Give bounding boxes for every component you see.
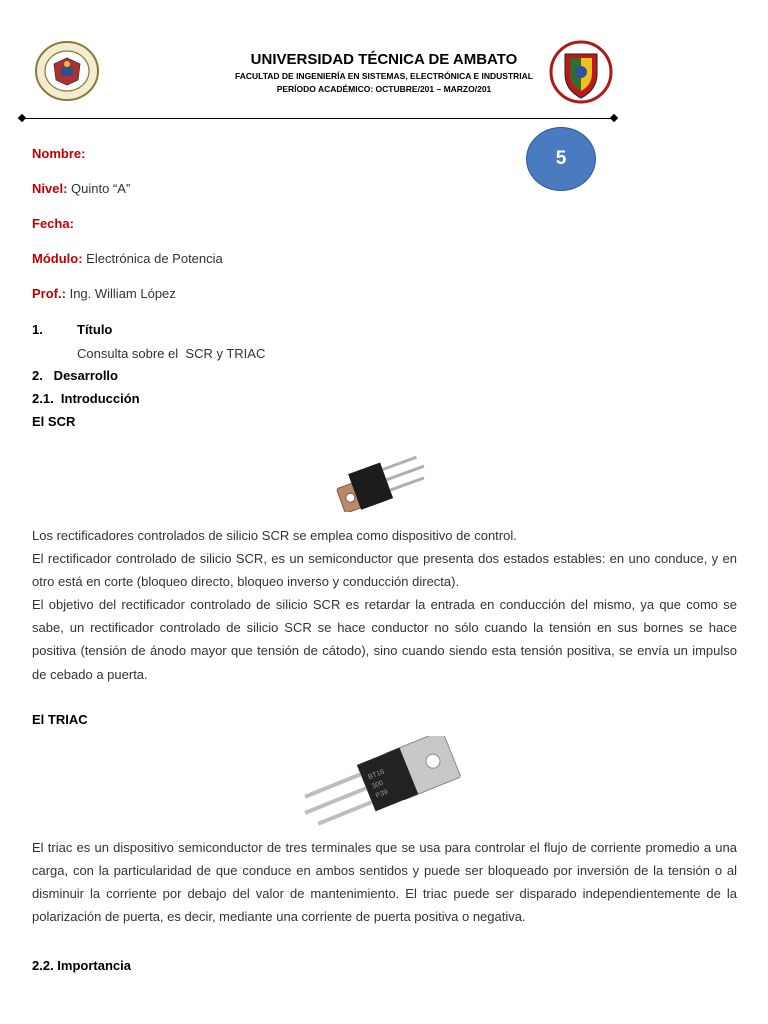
section-1-number: 1. [32, 322, 43, 337]
grade-badge-value: 5 [555, 148, 567, 169]
triac-marking-2: 300 [371, 779, 385, 791]
header-divider [22, 118, 614, 119]
triac-text [32, 836, 737, 928]
field-nivel-value: Quinto “A” [71, 181, 131, 196]
field-nombre [32, 146, 85, 161]
field-nivel-label: Nivel: [32, 181, 68, 196]
field-prof [32, 286, 176, 301]
field-nombre-label: Nombre: [32, 146, 86, 161]
field-prof-label: Prof.: [32, 286, 66, 301]
field-modulo [32, 251, 223, 266]
faculty-name: FACULTAD DE INGENIERÍA EN SISTEMAS, ELECTRÓNICA E INDUSTRIAL [235, 71, 533, 81]
section-1-text: Consulta sobre el SCR y TRIAC [77, 346, 266, 361]
academic-period: PERÍODO ACADÉMICO: OCTUBRE/201 – MARZO/201 [276, 84, 492, 94]
field-modulo-value: Electrónica de Potencia [86, 251, 223, 266]
section-1-title: Título [77, 322, 113, 337]
field-modulo-label: Módulo: [32, 251, 83, 266]
scr-paragraph: El rectificador controlado de silicio SCR, es un semiconductor que presenta dos estados estables: en uno conduce, y en otro está en corte (bloqueo directo, bloqueo inverso y conducción directa). [32, 551, 737, 590]
triac-heading: El TRIAC [32, 712, 88, 727]
scr-heading: El SCR [32, 414, 76, 429]
section-2-1-heading: 2.1. Introducción [32, 391, 140, 406]
triac-component-image [300, 736, 470, 828]
triac-marking-1: BT16 [367, 768, 386, 782]
scr-paragraph: Los rectificadores controlados de silicio SCR se emplea como dispositivo de control. [32, 528, 517, 543]
section-2-2-heading: 2.2. Importancia [32, 958, 131, 973]
section-2-heading: 2. Desarrollo [32, 368, 118, 383]
field-nivel [32, 181, 130, 196]
scr-component-image [328, 436, 436, 512]
university-title: UNIVERSIDAD TÉCNICA DE AMBATO [250, 51, 518, 68]
field-fecha [32, 216, 74, 231]
triac-paragraph: El triac es un dispositivo semiconductor de tres terminales que se usa para controlar el flujo de corriente promedio a una carga, con la particularidad de que conduce en ambos sentidos y puede ser bloqueado por inversión de la tensión o al disminuir la corriente por debajo del valor de mantenimiento. El triac puede ser disparado independientemente de la polarización de puerta, es decir, mediante una corriente de puerta positiva o negativa. [32, 840, 737, 925]
field-fecha-label: Fecha: [32, 216, 74, 231]
scr-paragraph: El objetivo del rectificador controlado de silicio SCR es retardar la entrada en conducción del mismo, ya que como se sabe, un rectificador controlado de silicio SCR se hace conductor no sólo cuando la tensión en sus bornes se hace positiva (tensión de ánodo mayor que tensión de cátodo), sino cuando siendo esta tensión positiva, se envía un impulso de cebado a puerta. [32, 597, 737, 682]
grade-badge [526, 127, 596, 191]
triac-marking-3: P39 [374, 788, 389, 800]
field-prof-value: Ing. William López [69, 286, 176, 301]
scr-text [32, 524, 737, 686]
